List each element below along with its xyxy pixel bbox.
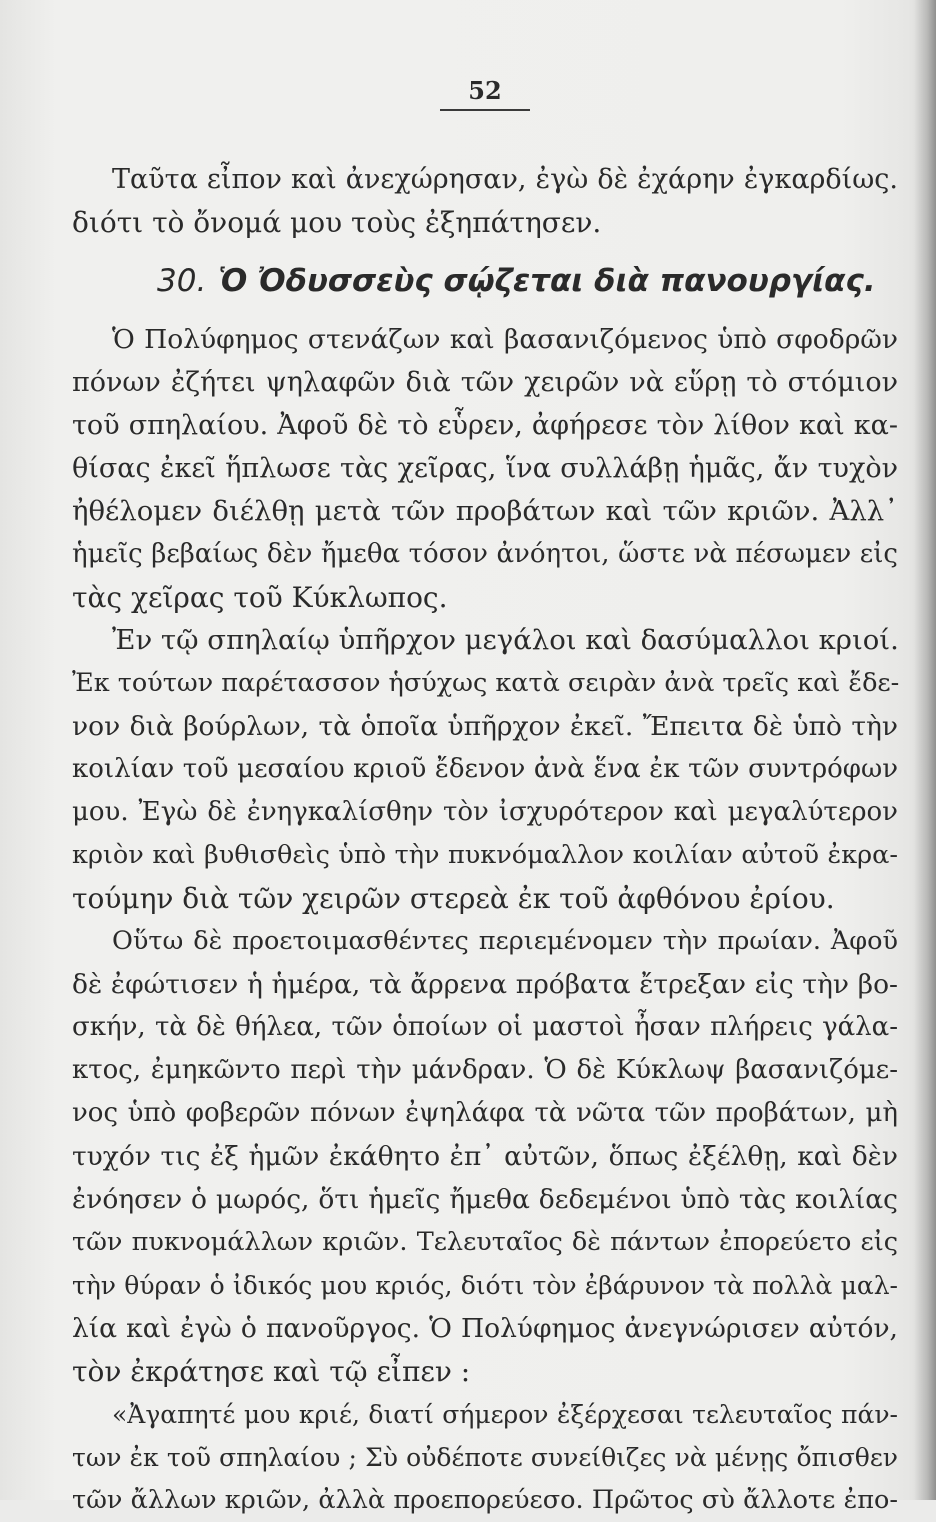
- text-line: τὴν θύραν ὁ ἰδικός μου κριός, διότι τὸν ἐβάρυνον τὰ πολλὰ μαλ-: [72, 1271, 898, 1300]
- text-line: τυχόν τις ἐξ ἡμῶν ἐκάθητο ἐπ᾽ αὐτῶν, ὅπως ἐξέλθῃ, καὶ δὲν: [72, 1141, 898, 1172]
- text-line: τῶν πυκνομάλλων κριῶν. Τελευταῖος δὲ πάντων ἐπορεύετο εἰς: [72, 1227, 898, 1257]
- text-line: τὸν ἐκράτησε καὶ τῷ εἶπεν :: [72, 1355, 471, 1388]
- text-line: λία καὶ ἐγὼ ὁ πανοῦργος. Ὁ Πολύφημος ἀνεγνώρισεν αὐτόν,: [72, 1313, 898, 1344]
- text-line: Οὕτω δὲ προετοιμασθέντες περιεμένομεν τὴν πρωίαν. Ἀφοῦ: [112, 926, 898, 956]
- text-line: νον διὰ βούρλων, τὰ ὁποῖα ὑπῆρχον ἐκεῖ. Ἔπειτα δὲ ὑπὸ τὴν: [72, 711, 898, 742]
- text-line: νος ὑπὸ φοβερῶν πόνων ἐψηλάφα τὰ νῶτα τῶν προβάτων, μὴ: [72, 1098, 898, 1128]
- text-line: κοιλίαν τοῦ μεσαίου κριοῦ ἔδενον ἀνὰ ἕνα ἐκ τῶν συντρόφων: [72, 754, 898, 784]
- text-line: θίσας ἐκεῖ ἥπλωσε τὰς χεῖρας, ἵνα συλλάβῃ ἡμᾶς, ἄν τυχὸν: [72, 453, 898, 484]
- section-title: Ὁ Ὀδυσσεὺς σῴζεται διὰ πανουργίας.: [218, 263, 876, 299]
- page-text: [72, 158, 898, 1522]
- text-line: Ἐν τῷ σπηλαίῳ ὑπῆρχον μεγάλοι καὶ δασύμαλλοι κριοί.: [112, 624, 899, 656]
- text-line: ἡμεῖς βεβαίως δὲν ἤμεθα τόσον ἀνόητοι, ὥστε νὰ πέσωμεν εἰς: [72, 539, 898, 569]
- text-line: τῶν ἄλλων κριῶν, ἀλλὰ προεπορεύεσο. Πρῶτος σὺ ἄλλοτε ἐπο-: [72, 1485, 898, 1515]
- text-line: δὲ ἐφώτισεν ἡ ἡμέρα, τὰ ἄρρενα πρόβατα ἔτρεξαν εἰς τὴν βο-: [72, 969, 898, 1000]
- text-line: Ταῦτα εἶπον καὶ ἀνεχώρησαν, ἐγὼ δὲ ἐχάρην ἐγκαρδίως.: [112, 164, 898, 195]
- text-line: ἠθέλομεν διέλθῃ μετὰ τῶν προβάτων καὶ τῶν κριῶν. Ἀλλ᾽: [72, 495, 898, 527]
- section-heading: [72, 244, 898, 318]
- page-spine-shadow: [914, 0, 936, 1500]
- text-line: τοῦ σπηλαίου. Ἀφοῦ δὲ τὸ εὗρεν, ἀφήρεσε τὸν λίθον καὶ κα-: [72, 410, 898, 441]
- text-line: κριὸν καὶ βυθισθεὶς ὑπὸ τὴν πυκνόμαλλον κοιλίαν αὐτοῦ ἐκρα-: [72, 840, 898, 870]
- text-line: των ἐκ τοῦ σπηλαίου ; Σὺ οὐδέποτε συνείθιζες νὰ μένῃς ὄπισθεν: [72, 1443, 898, 1472]
- text-line: πόνων ἐζήτει ψηλαφῶν διὰ τῶν χειρῶν νὰ εὕρῃ τὸ στόμιον: [72, 367, 898, 398]
- text-line: τούμην διὰ τῶν χειρῶν στερεὰ ἐκ τοῦ ἀφθόνου ἐρίου.: [72, 882, 835, 915]
- text-line: σκήν, τὰ δὲ θήλεα, τῶν ὁποίων οἱ μαστοὶ ἦσαν πλήρεις γάλα-: [72, 1012, 898, 1042]
- text-line: μου. Ἐγὼ δὲ ἐνηγκαλίσθην τὸν ἰσχυρότερον καὶ μεγαλύτερον: [72, 797, 898, 827]
- text-line: Ὁ Πολύφημος στενάζων καὶ βασανιζόμενος ὑπὸ σφοδρῶν: [112, 324, 898, 355]
- text-line: κτος, ἐμηκῶντο περὶ τὴν μάνδραν. Ὁ δὲ Κύκλωψ βασανιζόμε-: [72, 1055, 898, 1085]
- section-number: 30.: [157, 263, 207, 299]
- text-line: τὰς χεῖρας τοῦ Κύκλωπος.: [72, 581, 448, 614]
- text-line: ἐνόησεν ὁ μωρός, ὅτι ἡμεῖς ἤμεθα δεδεμένοι ὑπὸ τὰς κοιλίας: [72, 1184, 898, 1215]
- text-line: διότι τὸ ὄνομά μου τοὺς ἐξηπάτησεν.: [72, 206, 602, 239]
- text-line: Ἐκ τούτων παρέτασσον ἡσύχως κατὰ σειρὰν ἀνὰ τρεῖς καὶ ἔδε-: [72, 668, 900, 698]
- text-line: «Ἀγαπητέ μου κριέ, διατί σήμερον ἐξέρχεσαι τελευταῖος πάν-: [112, 1400, 898, 1429]
- page-number: 52: [440, 76, 530, 111]
